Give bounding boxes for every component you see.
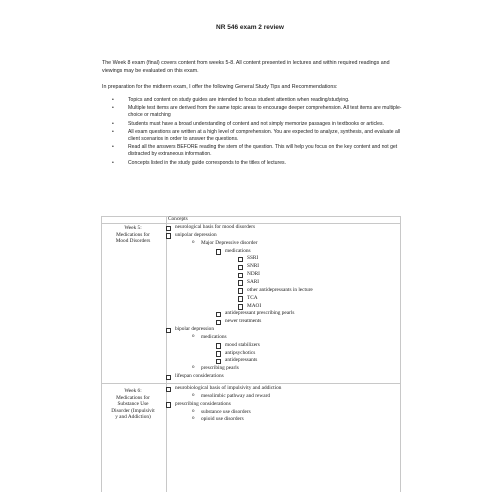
list-item (102, 105, 402, 119)
concept-text: bipolar depression (175, 326, 214, 333)
checkbox-bullet-icon (166, 387, 171, 393)
table-border-right (400, 216, 401, 492)
concept-text: NDRI (247, 271, 260, 278)
concept-text: neurobiological basis of impulsivity and addiction (175, 385, 282, 391)
list-item (102, 160, 402, 167)
list-item-text: Students must have a broad understanding of content and not simply memorize passages in textbooks or articles. (128, 120, 384, 127)
week-label-line: Substance Use (117, 401, 149, 407)
concept-text: mesolimbic pathway and reward (201, 392, 270, 399)
table-row-divider (101, 383, 401, 384)
checkbox-bullet-icon (166, 402, 171, 408)
checkbox-bullet-icon (216, 351, 221, 357)
bullet-icon: • (112, 159, 114, 166)
checkbox-bullet-icon (238, 304, 243, 310)
concept-text: medications (201, 333, 227, 340)
concept-text: prescribing considerations (175, 400, 231, 407)
concept-text: Major Depressive disorder (201, 239, 258, 246)
concept-item (175, 224, 255, 231)
checkbox-bullet-icon (238, 288, 243, 294)
checkbox-bullet-icon (238, 296, 243, 302)
concept-item (247, 295, 258, 302)
preparation-paragraph: In preparation for the midterm exam, I offer the following General Study Tips and Recommendations: (102, 84, 338, 90)
concept-text: antipsychotics (225, 349, 256, 356)
concept-item (247, 271, 260, 278)
checkbox-bullet-icon (166, 233, 171, 239)
concept-text: SARI (247, 278, 260, 285)
concept-item (192, 392, 270, 400)
concept-text: lifespan considerations (175, 373, 224, 380)
week-label-line: Week 6: (124, 388, 142, 394)
table-column-divider (166, 216, 167, 492)
concept-text: unipolar depression (175, 231, 217, 238)
concept-item (225, 310, 294, 317)
concept-item (192, 416, 244, 423)
concept-text: MAOI (247, 302, 262, 309)
circle-bullet-icon: o (192, 365, 195, 371)
concept-text: substance use disorders (201, 408, 251, 415)
concept-text: newer treatments (225, 318, 262, 325)
list-item (102, 97, 402, 104)
concept-item (247, 287, 313, 294)
list-item (102, 129, 402, 143)
week-label-line: Disorder (Impulsivit (111, 407, 155, 414)
table-header-concepts: Concepts (168, 216, 188, 222)
bullet-icon: • (112, 144, 114, 151)
concept-text: mood stabilizers (225, 341, 260, 348)
concept-item (247, 279, 259, 286)
circle-bullet-icon: o (192, 408, 195, 414)
bullet-icon: • (112, 105, 114, 112)
concept-item (192, 408, 251, 416)
checkbox-bullet-icon (238, 265, 243, 271)
week-label-line: Week 5: (124, 225, 142, 231)
week-5-label (101, 225, 165, 245)
concept-item (247, 263, 259, 270)
concept-item (192, 239, 258, 247)
concept-item (225, 350, 255, 357)
list-item-text: Multiple test items are derived from the same topic areas to encourage deeper comprehension. All test items are multiple-choice or matching (128, 105, 402, 119)
list-item-text: Topics and content on study guides are intended to focus student attention when reading/studying. (128, 97, 350, 103)
concept-item (192, 365, 239, 372)
concept-item (225, 318, 261, 325)
week-label-line: Medications for (116, 231, 150, 238)
list-item-text: Read all the answers BEFORE reading the stem of the question. This will help you focus on the key content and not get distracted by extraneous information. (128, 144, 398, 158)
bullet-icon: • (112, 97, 114, 103)
concept-text: antidepressant prescribing pearls (225, 310, 295, 317)
circle-bullet-icon: o (192, 239, 195, 245)
week-label-line: Medications for (116, 394, 150, 401)
week-label-line: y and Addiction) (115, 414, 151, 420)
circle-bullet-icon: o (192, 416, 195, 422)
concept-item (225, 342, 260, 349)
list-item (102, 121, 402, 128)
bullet-icon: • (112, 120, 114, 127)
checkbox-bullet-icon (238, 280, 243, 286)
concept-item (247, 303, 261, 310)
concept-item (192, 333, 227, 341)
checkbox-bullet-icon (216, 359, 221, 365)
concept-text: other antidepressants in lecture (247, 286, 313, 293)
list-item-text: All exam questions are written at a high level of comprehension. You are expected to analyze, synthesis, and evaluate all client scenarios in order to answer the questions. (128, 128, 401, 143)
week-6-label (101, 388, 165, 421)
checkbox-bullet-icon (216, 249, 221, 255)
concept-item (225, 248, 251, 255)
concept-text: antidepressants (225, 357, 258, 364)
bullet-icon: • (112, 128, 114, 135)
checkbox-bullet-icon (238, 257, 243, 263)
study-tips-list (102, 97, 402, 168)
checkbox-bullet-icon (166, 226, 171, 232)
concept-text: SNRI (247, 263, 260, 270)
circle-bullet-icon: o (192, 392, 195, 398)
concept-text: neurological basis for mood disorders (175, 224, 256, 230)
concept-item (175, 232, 217, 239)
intro-paragraph: The Week 8 exam (final) covers content from weeks 5-8. All content presented in lectures and within required readings and viewings may be evaluated on this exam. (102, 60, 390, 74)
checkbox-bullet-icon (166, 328, 171, 334)
concept-item (247, 255, 258, 262)
checkbox-bullet-icon (216, 343, 221, 349)
concept-item (175, 326, 214, 333)
concept-item (225, 357, 257, 364)
concepts-table (101, 216, 401, 492)
concept-item (175, 373, 224, 380)
concept-text: opioid use disorders (201, 416, 244, 423)
concept-text: medications (225, 247, 251, 254)
concept-text: SSRI (247, 255, 259, 262)
circle-bullet-icon: o (192, 333, 195, 339)
table-border-left (101, 216, 102, 492)
checkbox-bullet-icon (216, 320, 221, 326)
checkbox-bullet-icon (238, 273, 243, 279)
checkbox-bullet-icon (166, 375, 171, 381)
concept-item (175, 401, 231, 408)
concept-text: TCA (247, 294, 258, 301)
document-title: NR 546 exam 2 review (216, 24, 284, 31)
concept-item (175, 385, 281, 392)
list-item (102, 144, 402, 158)
checkbox-bullet-icon (216, 312, 221, 318)
list-item-text: Concepts listed in the study guide corresponds to the titles of lectures. (128, 159, 286, 166)
table-border-top (101, 216, 401, 217)
week-label-line: Mood Disorders (115, 238, 151, 244)
concept-text: prescribing pearls (201, 365, 239, 372)
